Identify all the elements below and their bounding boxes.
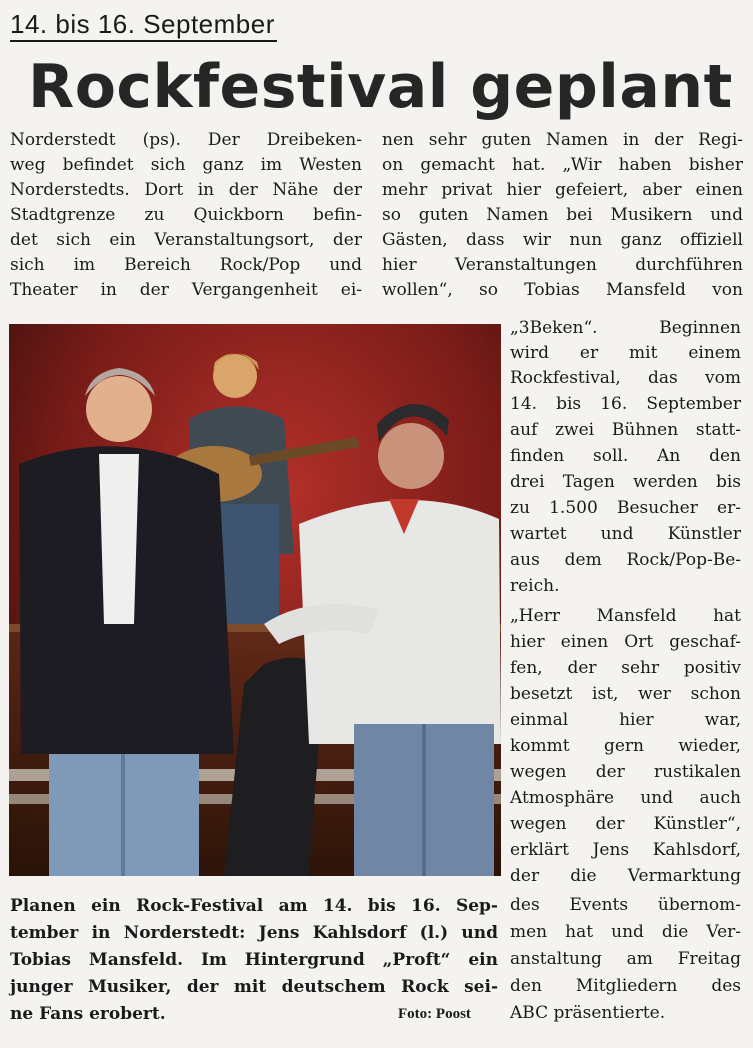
body-line: des Events übernom-	[510, 895, 741, 915]
caption-line: ne Fans erobert.	[10, 1004, 166, 1024]
body-line: mehr privat hier gefeiert, aber einen	[382, 180, 743, 200]
kicker-date: 14. bis 16. September	[10, 8, 277, 42]
body-line: auf zwei Bühnen statt-	[510, 420, 741, 440]
body-line: wollen“, so Tobias Mansfeld von	[382, 280, 743, 300]
body-line: „Herr Mansfeld hat	[510, 606, 741, 626]
body-line: 14. bis 16. September	[510, 394, 741, 414]
body-line: erklärt Jens Kahlsdorf,	[510, 840, 741, 860]
caption-line: tember in Norderstedt: Jens Kahlsdorf (l.) und	[10, 923, 498, 943]
article-photo	[9, 324, 501, 876]
body-line: fen, der sehr positiv	[510, 658, 741, 678]
body-line: drei Tagen werden bis	[510, 472, 741, 492]
body-line: Norderstedt (ps). Der Dreibeken-	[10, 130, 362, 150]
body-line: zu 1.500 Besucher er-	[510, 498, 741, 518]
body-line: weg befindet sich ganz im Westen	[10, 155, 362, 175]
body-line: finden soll. An den	[510, 446, 741, 466]
body-line: wegen der Künstler“,	[510, 814, 741, 834]
headline: Rockfestival geplant	[28, 52, 733, 122]
body-line: Atmosphäre und auch	[510, 788, 741, 808]
body-line: wartet und Künstler	[510, 524, 741, 544]
body-line: wird er mit einem	[510, 343, 741, 363]
body-line: kommt gern wieder,	[510, 736, 741, 756]
body-line: men hat und die Ver-	[510, 922, 741, 942]
body-line: so guten Namen bei Musikern und	[382, 205, 743, 225]
body-line: der die Vermarktung	[510, 866, 741, 886]
body-line: Theater in der Vergangenheit ei-	[10, 280, 362, 300]
body-line: hier Veranstaltungen durchführen	[382, 255, 743, 275]
body-line: besetzt ist, wer schon	[510, 684, 741, 704]
body-line: sich im Bereich Rock/Pop und	[10, 255, 362, 275]
body-line: nen sehr guten Namen in der Regi-	[382, 130, 743, 150]
caption-line: junger Musiker, der mit deutschem Rock sei-	[10, 977, 498, 997]
body-line: on gemacht hat. „Wir haben bisher	[382, 155, 743, 175]
body-line: reich.	[510, 576, 560, 596]
body-line: Norderstedts. Dort in der Nähe der	[10, 180, 362, 200]
body-line: Rockfestival, das vom	[510, 368, 741, 388]
body-line: einmal hier war,	[510, 710, 741, 730]
body-line: Gästen, dass wir nun ganz offiziell	[382, 230, 743, 250]
body-line: hier einen Ort geschaf-	[510, 632, 741, 652]
caption-line: Planen ein Rock-Festival am 14. bis 16. Sep-	[10, 896, 498, 916]
body-line: anstaltung am Freitag	[510, 949, 741, 969]
body-line: ABC präsentierte.	[510, 1003, 666, 1023]
photo-credit: Foto: Poost	[398, 1006, 471, 1022]
body-line: den Mitgliedern des	[510, 976, 741, 996]
body-line: aus dem Rock/Pop-Be-	[510, 550, 741, 570]
body-line: Stadtgrenze zu Quickborn befin-	[10, 205, 362, 225]
body-line: wegen der rustikalen	[510, 762, 741, 782]
body-line: det sich ein Veranstaltungsort, der	[10, 230, 362, 250]
caption-line: Tobias Mansfeld. Im Hintergrund „Proft“ ein	[10, 950, 498, 970]
body-line: „3Beken“. Beginnen	[510, 318, 741, 338]
